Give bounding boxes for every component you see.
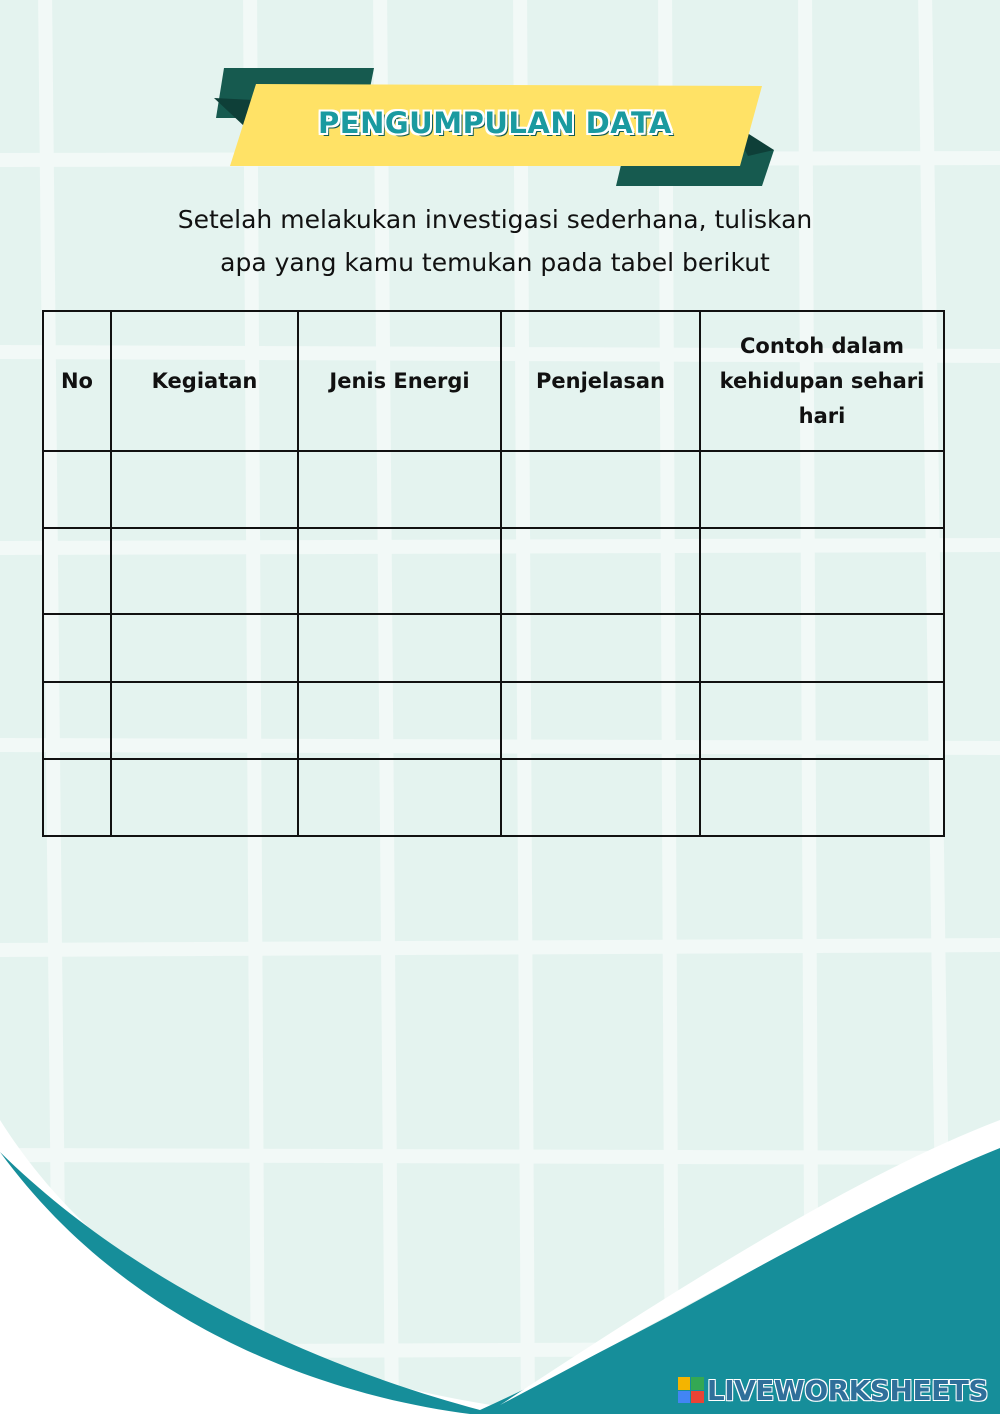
table-cell[interactable] <box>111 682 298 759</box>
table-cell[interactable] <box>501 528 700 614</box>
table-cell[interactable] <box>501 614 700 682</box>
logo-text: LIVEWORKSHEETS <box>706 1373 988 1407</box>
table-cell[interactable] <box>501 682 700 759</box>
table-cell[interactable] <box>501 759 700 836</box>
table-row <box>43 682 944 759</box>
table-cell[interactable] <box>43 759 111 836</box>
table-cell[interactable] <box>111 614 298 682</box>
liveworksheets-logo[interactable] <box>678 1374 988 1406</box>
table-cell[interactable] <box>111 451 298 528</box>
bottom-wave-decoration <box>0 1100 1000 1414</box>
table-header-row <box>43 311 944 451</box>
table-cell[interactable] <box>501 451 700 528</box>
table-cell[interactable] <box>111 528 298 614</box>
header-jenis-energi: Jenis Energi <box>298 311 501 451</box>
table-cell[interactable] <box>298 759 501 836</box>
table-cell[interactable] <box>700 682 944 759</box>
instructions-line-2: apa yang kamu temukan pada tabel berikut <box>220 248 770 277</box>
table-cell[interactable] <box>298 682 501 759</box>
table-cell[interactable] <box>43 528 111 614</box>
instructions <box>100 198 890 284</box>
header-penjelasan: Penjelasan <box>501 311 700 451</box>
header-no: No <box>43 311 111 451</box>
table-cell[interactable] <box>700 451 944 528</box>
table-row <box>43 528 944 614</box>
table-row <box>43 451 944 528</box>
table-cell[interactable] <box>298 451 501 528</box>
table-cell[interactable] <box>111 759 298 836</box>
header-kegiatan: Kegiatan <box>111 311 298 451</box>
page-title: PENGUMPULAN DATA <box>318 106 672 140</box>
table-cell[interactable] <box>43 451 111 528</box>
table-cell[interactable] <box>700 528 944 614</box>
liveworksheets-logo-icon <box>678 1377 704 1403</box>
header-contoh: Contoh dalam kehidupan sehari hari <box>700 311 944 451</box>
table-cell[interactable] <box>43 682 111 759</box>
table-cell[interactable] <box>298 614 501 682</box>
table-cell[interactable] <box>700 614 944 682</box>
table-cell[interactable] <box>43 614 111 682</box>
table-row <box>43 614 944 682</box>
table-cell[interactable] <box>700 759 944 836</box>
instructions-line-1: Setelah melakukan investigasi sederhana, tuliskan <box>177 205 813 234</box>
table-row <box>43 759 944 836</box>
data-table <box>42 310 945 837</box>
table-cell[interactable] <box>298 528 501 614</box>
